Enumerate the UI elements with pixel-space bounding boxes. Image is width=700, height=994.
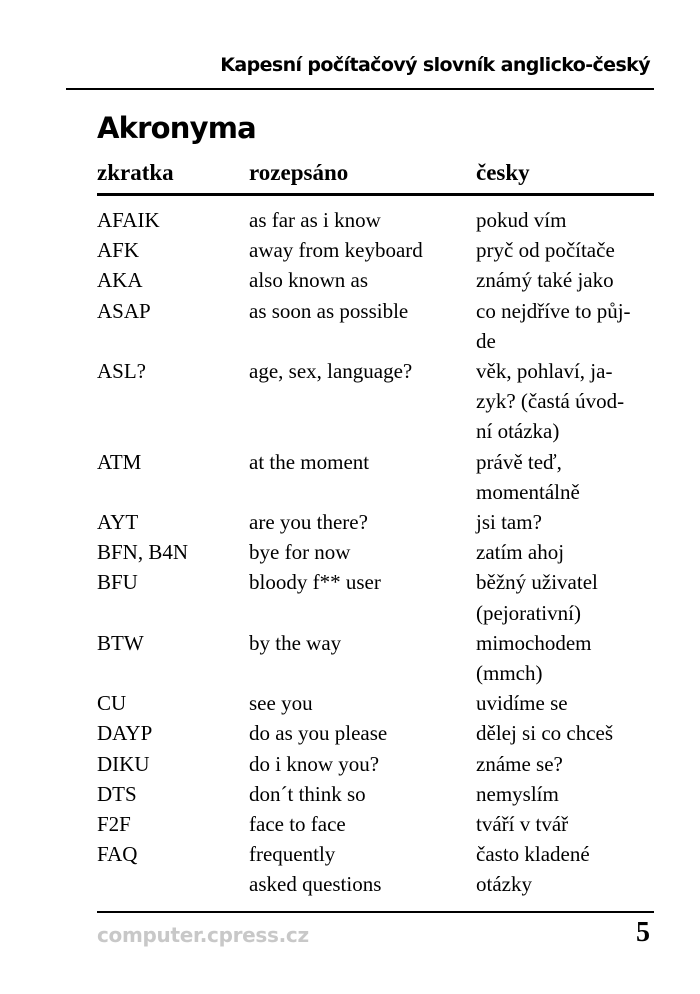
abbreviation-cell: DTS bbox=[97, 781, 137, 806]
abbreviation-cell: BFU bbox=[97, 570, 138, 595]
expanded-cell: face to face bbox=[249, 812, 346, 837]
column-header-expanded: rozepsáno bbox=[249, 160, 349, 185]
column-header-abbreviation: zkratka bbox=[97, 160, 174, 185]
abbreviation-cell: AKA bbox=[97, 268, 143, 293]
table-row bbox=[97, 265, 654, 295]
expanded-cell: as soon as possible bbox=[249, 298, 409, 323]
footer-website: computer.cpress.cz bbox=[97, 923, 309, 947]
czech-cell: často kladené otázky bbox=[476, 842, 590, 897]
czech-cell: běžný uživatel (pejorativní) bbox=[476, 570, 598, 625]
table-row bbox=[97, 779, 654, 809]
abbreviation-cell: CU bbox=[97, 691, 127, 716]
czech-cell: pryč od počítače bbox=[476, 238, 615, 263]
czech-cell: pokud vím bbox=[476, 208, 567, 232]
czech-cell: známe se? bbox=[476, 751, 563, 776]
czech-cell: jsi tam? bbox=[476, 510, 542, 535]
czech-cell: zatím ahoj bbox=[476, 540, 565, 565]
table-row bbox=[97, 718, 654, 748]
table-row bbox=[97, 567, 654, 627]
expanded-cell: don´t think so bbox=[249, 781, 366, 806]
abbreviation-cell: DIKU bbox=[97, 751, 150, 776]
expanded-cell: do i know you? bbox=[249, 751, 380, 776]
czech-cell: dělej si co chceš bbox=[476, 721, 614, 746]
table-row bbox=[97, 235, 654, 265]
expanded-cell: as far as i know bbox=[249, 208, 381, 232]
expanded-cell: away from keyboard bbox=[249, 238, 423, 263]
expanded-cell: do as you please bbox=[249, 721, 388, 746]
running-header: Kapesní počítačový slovník anglicko-český bbox=[220, 54, 650, 76]
table-row bbox=[97, 839, 654, 899]
expanded-cell: at the moment bbox=[249, 449, 370, 474]
abbreviation-cell: AYT bbox=[97, 510, 139, 535]
czech-cell: právě teď, momentálně bbox=[476, 449, 580, 504]
czech-cell: známý také jako bbox=[476, 268, 614, 293]
table-row bbox=[97, 356, 654, 447]
abbreviation-cell: DAYP bbox=[97, 721, 153, 746]
czech-cell: tváří v tvář bbox=[476, 812, 569, 837]
table-row bbox=[97, 688, 654, 718]
header-rule bbox=[66, 88, 654, 90]
table-header-rule bbox=[97, 193, 654, 196]
abbreviation-cell: BFN, B4N bbox=[97, 540, 189, 565]
abbreviation-cell: ASL? bbox=[97, 359, 146, 384]
czech-cell: nemyslím bbox=[476, 781, 559, 806]
czech-cell: uvidíme se bbox=[476, 691, 568, 716]
expanded-cell: bloody f** user bbox=[249, 570, 381, 595]
table-row bbox=[97, 749, 654, 779]
expanded-cell: see you bbox=[249, 691, 313, 716]
table-row bbox=[97, 447, 654, 507]
column-header-czech: česky bbox=[476, 160, 530, 185]
abbreviation-cell: ATM bbox=[97, 449, 142, 474]
section-title: Akronyma bbox=[97, 111, 256, 145]
table-row bbox=[97, 809, 654, 839]
table-row bbox=[97, 507, 654, 537]
abbreviation-cell: AFAIK bbox=[97, 208, 160, 232]
expanded-cell: are you there? bbox=[249, 510, 368, 535]
abbreviation-cell: FAQ bbox=[97, 842, 138, 867]
czech-cell: mimochodem (mmch) bbox=[476, 630, 592, 686]
abbreviation-cell: ASAP bbox=[97, 298, 151, 323]
abbreviation-cell: BTW bbox=[97, 630, 144, 655]
table-row bbox=[97, 205, 654, 235]
czech-cell: věk, pohlaví, ja- zyk? (častá úvod- ní otázka) bbox=[476, 359, 625, 444]
table-row bbox=[97, 628, 654, 688]
expanded-cell: frequently asked questions bbox=[249, 842, 382, 897]
expanded-cell: by the way bbox=[249, 630, 342, 655]
table-row bbox=[97, 537, 654, 567]
czech-cell: co nejdříve to půj- de bbox=[476, 298, 631, 353]
acronym-table bbox=[97, 205, 654, 900]
page-number: 5 bbox=[636, 917, 650, 948]
abbreviation-cell: F2F bbox=[97, 812, 131, 837]
expanded-cell: age, sex, language? bbox=[249, 359, 413, 384]
expanded-cell: bye for now bbox=[249, 540, 351, 565]
table-row bbox=[97, 296, 654, 356]
abbreviation-cell: AFK bbox=[97, 238, 140, 263]
footer-rule bbox=[97, 911, 654, 913]
expanded-cell: also known as bbox=[249, 268, 368, 293]
